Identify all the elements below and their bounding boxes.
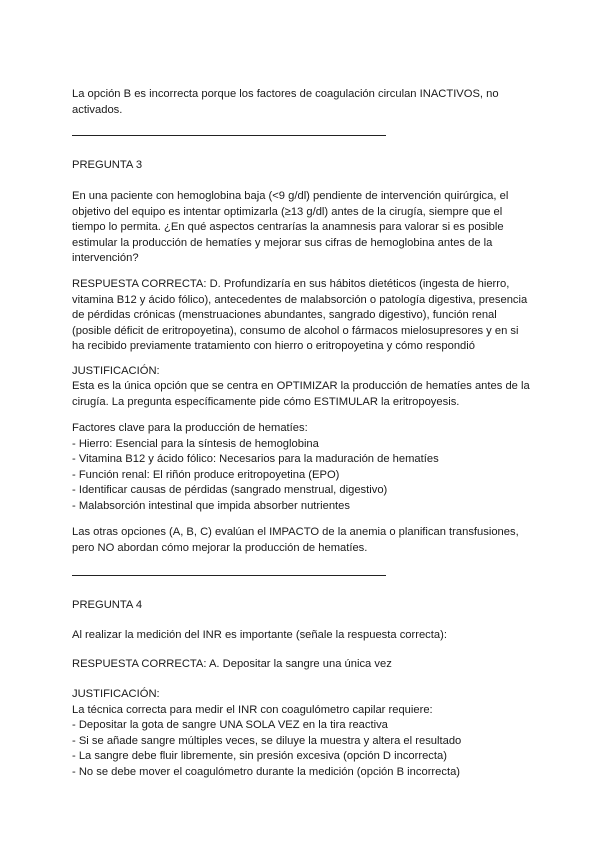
q3-justification-label: [72, 364, 534, 380]
q4-heading-text: PREGUNTA 4: [72, 599, 143, 611]
list-item: - Vitamina B12 y ácido fólico: Necesarios para la maduración de hematíes: [72, 453, 439, 466]
list-item: - Si se añade sangre múltiples veces, se diluye la muestra y altera el resultado: [72, 734, 462, 747]
q3-justification: [72, 379, 534, 410]
list-item: - Depositar la gota de sangre UNA SOLA VEZ en la tira reactiva: [72, 719, 388, 732]
q4-justification-label: JUSTIFICACIÓN:: [72, 688, 160, 700]
intro-paragraph: [72, 87, 534, 118]
q3-justification-text: Esta es la única opción que se centra en OPTIMIZAR la producción de hematíes antes de la cirugía. La pregunta específicamente pide cómo ESTIMULAR la eritropoyesis.: [72, 380, 530, 408]
separator-rule: [72, 575, 386, 576]
q4-justification: [72, 687, 534, 781]
list-item: - No se debe mover el coagulómetro durante la medición (opción B incorrecta): [72, 765, 461, 778]
list-item: - La sangre debe fluir libremente, sin presión excesiva (opción D incorrecta): [72, 750, 447, 763]
q3-closing: [72, 525, 534, 556]
q3-heading-text: PREGUNTA 3: [72, 159, 143, 171]
q4-question: [72, 628, 534, 644]
list-item: - Función renal: El riñón produce eritropoyetina (EPO): [72, 468, 340, 481]
q3-factors-title: Factores clave para la producción de hematíes:: [72, 422, 308, 434]
q3-question: [72, 189, 534, 267]
list-item: - Identificar causas de pérdidas (sangrado menstrual, digestivo): [72, 484, 388, 497]
q3-factors: [72, 421, 534, 515]
intro-text: La opción B es incorrecta porque los factores de coagulación circulan INACTIVOS, no activados.: [72, 88, 499, 116]
q3-heading: [72, 158, 534, 174]
q4-answer: [72, 657, 534, 673]
q4-heading: [72, 598, 534, 614]
q4-justification-intro: La técnica correcta para medir el INR con coagulómetro capilar requiere:: [72, 703, 433, 716]
q3-answer-text: RESPUESTA CORRECTA: D. Profundizaría en sus hábitos dietéticos (ingesta de hierro, vitamina B12 y ácido fólico), antecedentes de malabsorción o patología digestiva, presencia de pérdidas crónicas (menstruaciones abundantes, sangrado digestivo), función renal (posible déficit de eritropoyetina), consumo de alcohol o fármacos mielosupresores y en si ha recibido previamente tratamiento con hierro o eritropoyetina y cómo respondió: [72, 278, 528, 353]
q4-question-text: Al realizar la medición del INR es importante (señale la respuesta correcta):: [72, 629, 447, 641]
q3-answer: [72, 277, 534, 355]
q3-justification-label-text: JUSTIFICACIÓN:: [72, 365, 160, 377]
separator-rule: [72, 135, 386, 136]
q3-closing-text: Las otras opciones (A, B, C) evalúan el IMPACTO de la anemia o planifican transfusiones, pero NO abordan cómo mejorar la producción de hematíes.: [72, 526, 519, 554]
list-item: - Hierro: Esencial para la síntesis de hemoglobina: [72, 437, 319, 450]
q4-answer-text: RESPUESTA CORRECTA: A. Depositar la sangre una única vez: [72, 658, 392, 670]
q3-question-text: En una paciente con hemoglobina baja (<9 g/dl) pendiente de intervención quirúrgica, el objetivo del equipo es intentar optimizarla (≥13 g/dl) antes de la cirugía, siempre que el tiempo lo permita. ¿En qué aspectos centrarías la anamnesis para valorar si es posible estimular la producción de hematíes y mejorar sus cifras de hemoglobina antes de la intervención?: [72, 190, 509, 265]
list-item: - Malabsorción intestinal que impida absorber nutrientes: [72, 499, 350, 512]
